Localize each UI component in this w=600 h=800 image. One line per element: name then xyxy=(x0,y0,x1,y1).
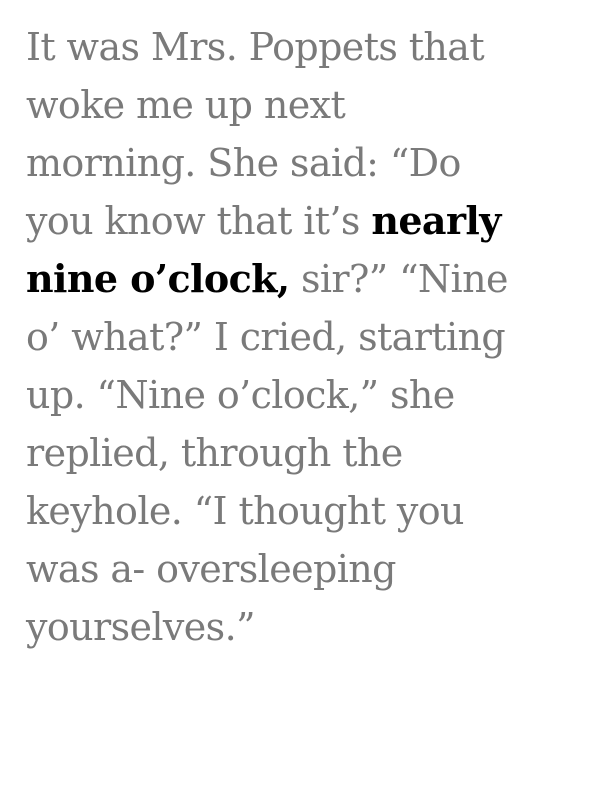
highlighted-phrase-part-1: nearly xyxy=(371,198,501,243)
line-3: morning. She said: “Do xyxy=(26,141,461,185)
line-8: replied, through the xyxy=(26,431,403,475)
line-10: was a- oversleeping xyxy=(26,547,396,591)
line-7: up. “Nine o’clock,” she xyxy=(26,373,455,417)
page xyxy=(26,18,586,656)
line-1: It was Mrs. Poppets that xyxy=(26,25,485,69)
line-2: woke me up next xyxy=(26,83,346,127)
passage-text xyxy=(26,18,586,656)
line-11: yourselves.” xyxy=(26,605,255,649)
highlighted-phrase-part-2: nine o’clock, xyxy=(26,256,290,301)
line-5-end: sir?” “Nine xyxy=(289,257,508,301)
line-9: keyhole. “I thought you xyxy=(26,489,464,533)
line-4-start: you know that it’s xyxy=(26,199,372,243)
line-6: o’ what?” I cried, starting xyxy=(26,315,506,359)
